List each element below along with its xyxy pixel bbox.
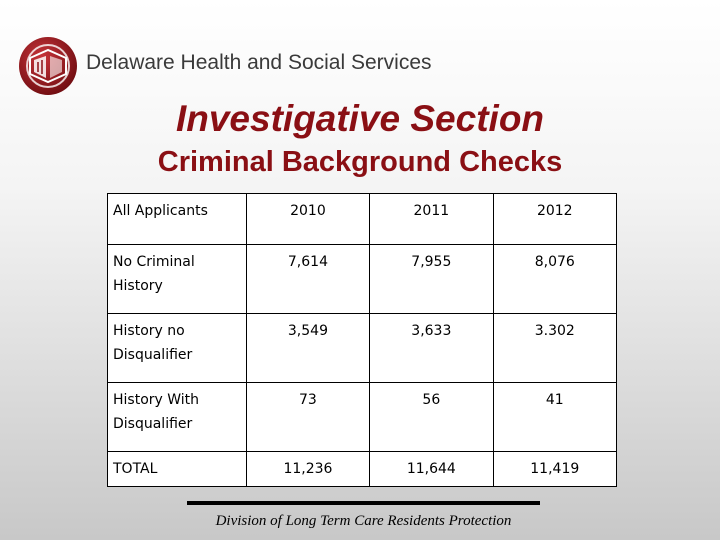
table-cell: 8,076 <box>493 245 616 314</box>
row-label: No Criminal History <box>108 245 247 314</box>
column-header-2011: 2011 <box>370 194 493 245</box>
row-label: History With Disqualifier <box>108 383 247 452</box>
row-label: History no Disqualifier <box>108 314 247 383</box>
table-cell: 11,419 <box>493 452 616 487</box>
background-checks-table <box>107 193 617 487</box>
table-row <box>108 383 617 452</box>
footer-division-name: Division of Long Term Care Residents Protection <box>215 513 512 529</box>
table-cell: 7,614 <box>246 245 369 314</box>
table-cell: 11,644 <box>370 452 493 487</box>
column-header-2012: 2012 <box>493 194 616 245</box>
footer-divider <box>187 501 540 505</box>
dhss-seal-icon <box>18 36 78 96</box>
row-label: TOTAL <box>108 452 247 487</box>
table-cell: 7,955 <box>370 245 493 314</box>
table-cell: 3.302 <box>493 314 616 383</box>
table-cell: 41 <box>493 383 616 452</box>
table-cell: 3,549 <box>246 314 369 383</box>
table-row <box>108 245 617 314</box>
column-header-applicants: All Applicants <box>108 194 247 245</box>
organization-name: Delaware Health and Social Services <box>86 51 432 74</box>
table-header-row <box>108 194 617 245</box>
table-cell: 73 <box>246 383 369 452</box>
column-header-2010: 2010 <box>246 194 369 245</box>
page-title: Investigative Section <box>175 98 545 139</box>
table-cell: 3,633 <box>370 314 493 383</box>
table-total-row <box>108 452 617 487</box>
table-row <box>108 314 617 383</box>
page-subtitle: Criminal Background Checks <box>157 146 563 178</box>
table-cell: 11,236 <box>246 452 369 487</box>
table-cell: 56 <box>370 383 493 452</box>
